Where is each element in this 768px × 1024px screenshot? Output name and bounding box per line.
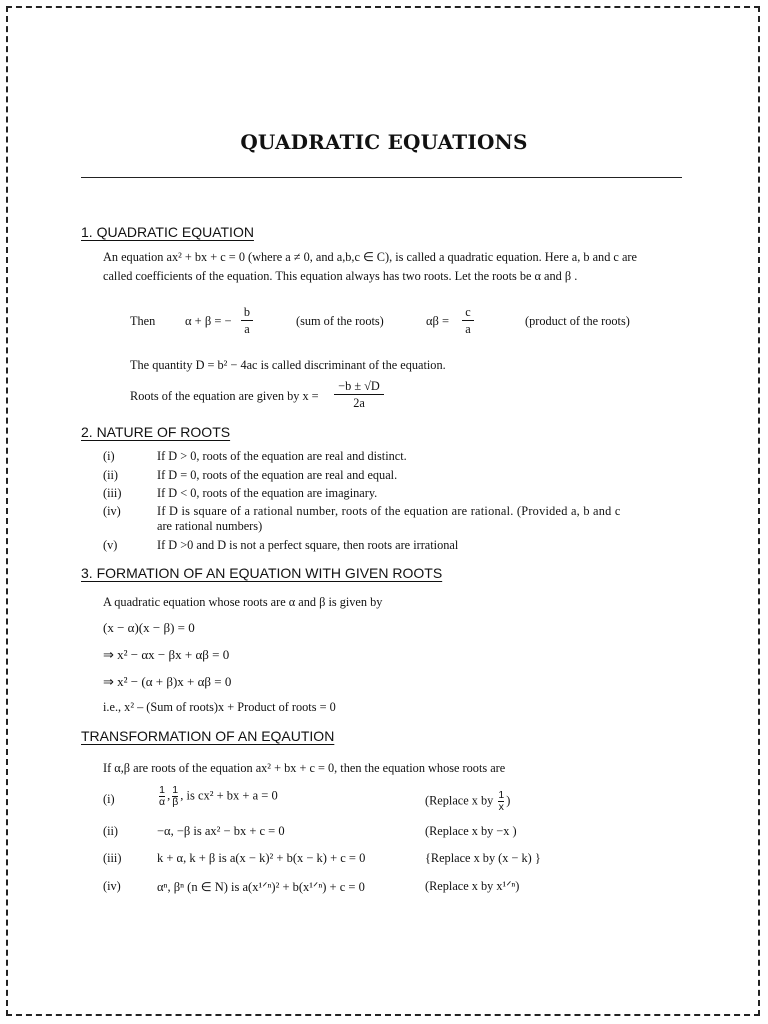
list-item-text: If D = 0, roots of the equation are real and equal. [157, 468, 398, 482]
product-note: (product of the roots) [525, 314, 630, 328]
transformation-eq-1-rest: , is cx² + bx + a = 0 [180, 788, 278, 803]
transformation-eq-4: αⁿ, βⁿ (n ∈ N) is a(x¹ᐟⁿ)² + b(x¹ᐟⁿ) + c = 0 [157, 880, 365, 894]
formation-eq-2: ⇒ x² − αx − βx + αβ = 0 [103, 647, 230, 662]
list-item-number: (ii) [103, 468, 119, 482]
formation-eq-4: i.e., x² – (Sum of roots)x + Product of roots = 0 [103, 700, 336, 714]
transformation-eq-1: $\frac{1}{\alpha}$ , $\frac{1}{\beta}$ , is cx² + bx + a = 0 [159, 784, 278, 808]
list-item-number: (iii) [103, 851, 122, 865]
formation-intro: A quadratic equation whose roots are α and β is given by [103, 595, 383, 609]
formation-eq-3: ⇒ x² − (α + β)x + αβ = 0 [103, 674, 232, 689]
roots-denominator: 2a [353, 396, 365, 410]
transformation-eq-3: k + α, k + β is a(x − k)² + b(x − k) + c = 0 [157, 851, 366, 865]
section-heading-nature-of-roots: 2. NATURE OF ROOTS [81, 424, 231, 440]
sum-denominator: a [244, 322, 250, 336]
product-fraction [462, 305, 474, 336]
list-item-text: If D < 0, roots of the equation are imaginary. [157, 486, 378, 500]
reciprocal-alpha-fraction: $\frac{1}{\alpha}$ [159, 784, 166, 808]
transformation-intro: If α,β are roots of the equation ax² + bx + c = 0, then the equation whose roots are [103, 761, 506, 775]
transformation-note-2: (Replace x by −x ) [425, 824, 517, 838]
transformation-eq-2: −α, −β is ax² − bx + c = 0 [157, 824, 285, 838]
roots-formula-text: Roots of the equation are given by x = [130, 389, 319, 403]
definition-line-2: called coefficients of the equation. This equation always has two roots. Let the roots be α and β . [103, 269, 578, 283]
list-item-number: (i) [103, 449, 115, 463]
section-heading-formation: 3. FORMATION OF AN EQUATION WITH GIVEN ROOTS [81, 565, 443, 581]
list-item-text: If D is square of a rational number, roots of the equation are rational. (Provided a, b and c [157, 504, 621, 518]
roots-numerator: −b ± √D [338, 379, 380, 393]
list-item-number: (iv) [103, 879, 121, 893]
discriminant-text: The quantity D = b² − 4ac is called discriminant of the equation. [130, 358, 446, 372]
transformation-note-3: {Replace x by (x − k) } [425, 851, 541, 865]
roots-fraction [334, 379, 384, 410]
list-item-text-continued: are rational numbers) [157, 519, 263, 533]
sum-numerator: b [243, 305, 251, 319]
page-title: QUADRATIC EQUATIONS [240, 130, 528, 154]
reciprocal-beta-fraction: $\frac{1}{\beta}$ [172, 784, 179, 808]
title-divider [81, 177, 682, 178]
then-label: Then [130, 314, 156, 328]
transformation-note-4: (Replace x by x¹ᐟⁿ) [425, 879, 520, 893]
section-heading-transformation: TRANSFORMATION OF AN EQAUTION [81, 728, 335, 744]
list-item-number: (v) [103, 538, 118, 552]
list-item-number: (iii) [103, 486, 122, 500]
list-item-number: (i) [103, 792, 115, 806]
definition-line-1: An equation ax² + bx + c = 0 (where a ≠ 0, and a,b,c ∈ C), is called a quadratic equation. Here a, b and c are [103, 250, 637, 264]
sum-formula-lhs: α + β = − [185, 314, 232, 328]
sum-note: (sum of the roots) [296, 314, 384, 328]
sum-fraction [241, 305, 253, 336]
list-item-text: If D > 0, roots of the equation are real and distinct. [157, 449, 407, 463]
reciprocal-x-fraction: $\frac{1}{x}$ [498, 789, 505, 813]
transformation-note-1-end: ) [506, 793, 511, 808]
transformation-note-1-text: (Replace x by [425, 793, 494, 808]
product-formula-lhs: αβ = [426, 314, 450, 328]
list-item-number: (iv) [103, 504, 121, 518]
formation-eq-1: (x − α)(x − β) = 0 [103, 620, 195, 635]
transformation-note-1 [425, 790, 510, 813]
list-item-number: (ii) [103, 824, 119, 838]
list-item-text: If D >0 and D is not a perfect square, then roots are irrational [157, 538, 459, 552]
section-heading-quadratic-equation: 1. QUADRATIC EQUATION [81, 224, 254, 240]
product-numerator: c [465, 305, 471, 319]
product-denominator: a [465, 322, 471, 336]
